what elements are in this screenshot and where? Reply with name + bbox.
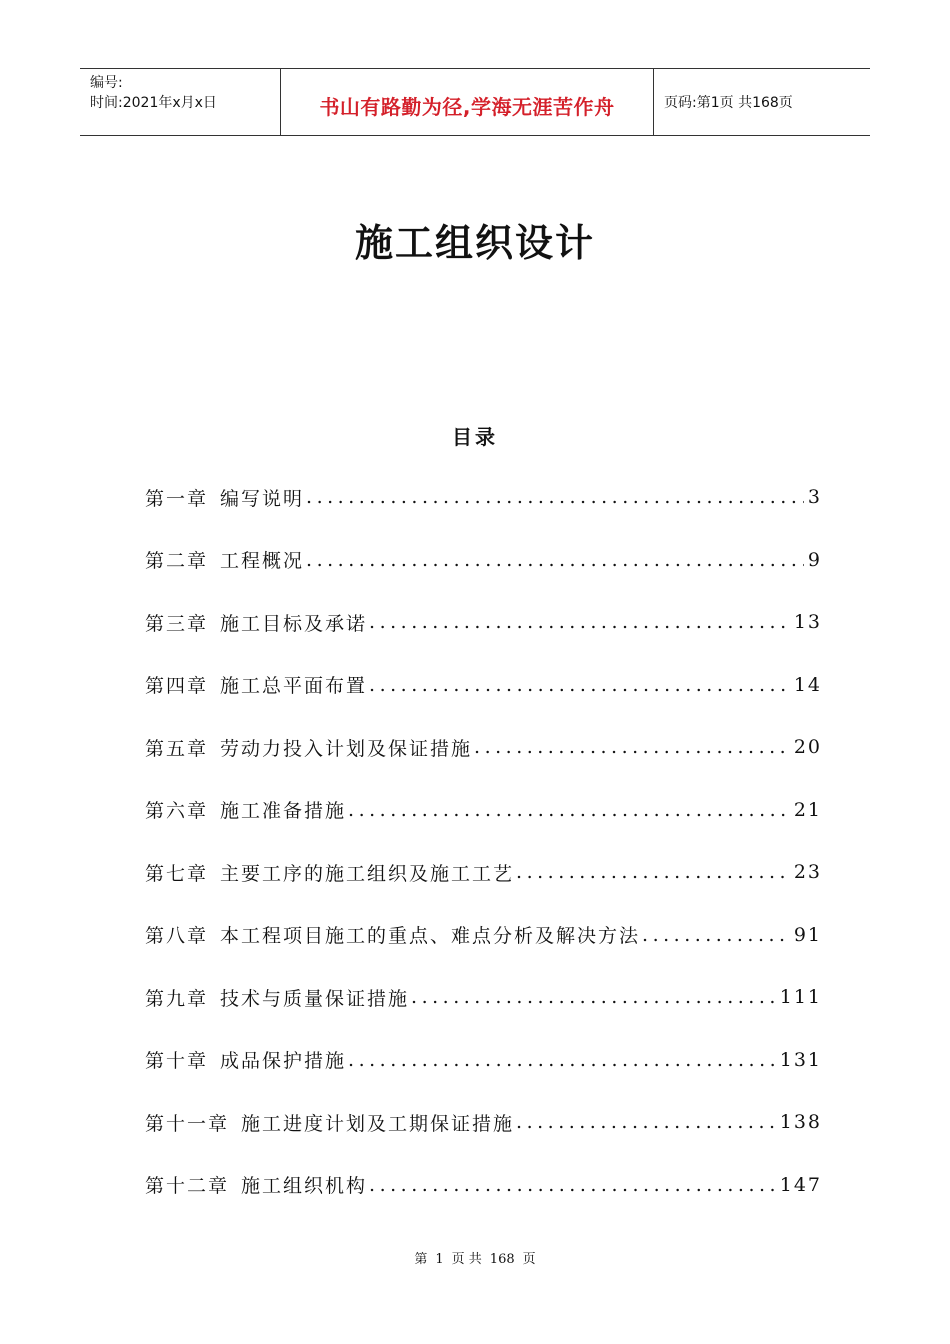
toc-entry-12[interactable] <box>145 1154 822 1217</box>
toc-title: 施工目标及承诺 <box>220 612 368 635</box>
toc-leader-dots <box>474 736 790 758</box>
toc-entry-7[interactable] <box>145 841 822 904</box>
toc-page-number: 3 <box>807 486 822 509</box>
toc-page-number: 9 <box>807 548 822 571</box>
toc-page-number: 13 <box>793 611 822 634</box>
footer-mid: 页 共 <box>451 1252 482 1267</box>
toc-leader-dots <box>348 1049 776 1071</box>
header-motto-cell <box>281 69 654 135</box>
footer-page-number: 1 <box>435 1252 444 1267</box>
header-meta <box>80 69 281 135</box>
toc-page-number: 91 <box>793 923 822 946</box>
toc-title: 施工进度计划及工期保证措施 <box>241 1112 515 1135</box>
toc-title: 劳动力投入计划及保证措施 <box>220 737 473 760</box>
document-title: 施工组织设计 <box>354 220 595 265</box>
toc-page-number: 147 <box>779 1173 822 1196</box>
document-number: 编号: <box>90 75 123 91</box>
toc-leader-dots <box>306 486 804 508</box>
toc-heading: 目录 <box>452 425 498 449</box>
toc-page-number: 20 <box>793 736 822 759</box>
toc-page-number: 21 <box>793 798 822 821</box>
toc-entry-4[interactable] <box>145 654 822 717</box>
header-page-info-cell <box>654 69 870 135</box>
toc-title: 施工准备措施 <box>220 800 347 823</box>
page-footer <box>0 1248 950 1267</box>
toc-entry-11[interactable] <box>145 1091 822 1154</box>
header-page-info: 页码:第1页 共168页 <box>664 95 793 111</box>
toc-leader-dots <box>369 1174 776 1196</box>
toc-leader-dots <box>516 1111 776 1133</box>
table-of-contents <box>145 466 822 1216</box>
toc-chapter: 第六章 <box>145 800 209 823</box>
toc-chapter: 第二章 <box>145 550 209 573</box>
toc-title: 主要工序的施工组织及施工工艺 <box>220 862 515 885</box>
toc-leader-dots <box>369 674 790 696</box>
toc-entry-9[interactable] <box>145 966 822 1029</box>
toc-chapter: 第十一章 <box>145 1112 230 1135</box>
toc-entry-3[interactable] <box>145 591 822 654</box>
header-motto: 书山有路勤为径,学海无涯苦作舟 <box>319 94 615 119</box>
toc-entry-10[interactable] <box>145 1029 822 1092</box>
toc-leader-dots <box>411 986 776 1008</box>
toc-chapter: 第四章 <box>145 675 209 698</box>
toc-chapter: 第五章 <box>145 737 209 760</box>
footer-suffix: 页 <box>522 1252 536 1267</box>
toc-entry-1[interactable] <box>145 466 822 529</box>
toc-leader-dots <box>516 861 790 883</box>
toc-page-number: 131 <box>779 1048 822 1071</box>
toc-page-number: 14 <box>793 673 822 696</box>
toc-chapter: 第十二章 <box>145 1175 230 1198</box>
toc-page-number: 111 <box>779 986 822 1009</box>
toc-entry-6[interactable] <box>145 779 822 842</box>
footer-prefix: 第 <box>414 1252 428 1267</box>
toc-page-number: 23 <box>793 861 822 884</box>
toc-title: 编写说明 <box>220 487 305 510</box>
toc-entry-5[interactable] <box>145 716 822 779</box>
toc-page-number: 138 <box>779 1111 822 1134</box>
toc-title: 工程概况 <box>220 550 305 573</box>
toc-chapter: 第一章 <box>145 487 209 510</box>
toc-chapter: 第三章 <box>145 612 209 635</box>
footer-total-pages: 168 <box>489 1252 515 1267</box>
toc-chapter: 第七章 <box>145 862 209 885</box>
toc-leader-dots <box>306 549 804 571</box>
toc-title: 本工程项目施工的重点、难点分析及解决方法 <box>220 925 641 948</box>
document-date: 时间:2021年x月x日 <box>90 95 217 111</box>
toc-title: 施工总平面布置 <box>220 675 368 698</box>
toc-chapter: 第九章 <box>145 987 209 1010</box>
toc-chapter: 第八章 <box>145 925 209 948</box>
toc-title: 技术与质量保证措施 <box>220 987 410 1010</box>
toc-title: 施工组织机构 <box>241 1175 368 1198</box>
toc-leader-dots <box>642 924 790 946</box>
toc-entry-8[interactable] <box>145 904 822 967</box>
toc-entry-2[interactable] <box>145 529 822 592</box>
toc-leader-dots <box>348 799 790 821</box>
toc-chapter: 第十章 <box>145 1050 209 1073</box>
toc-title: 成品保护措施 <box>220 1050 347 1073</box>
page-header <box>80 68 870 136</box>
toc-leader-dots <box>369 611 790 633</box>
